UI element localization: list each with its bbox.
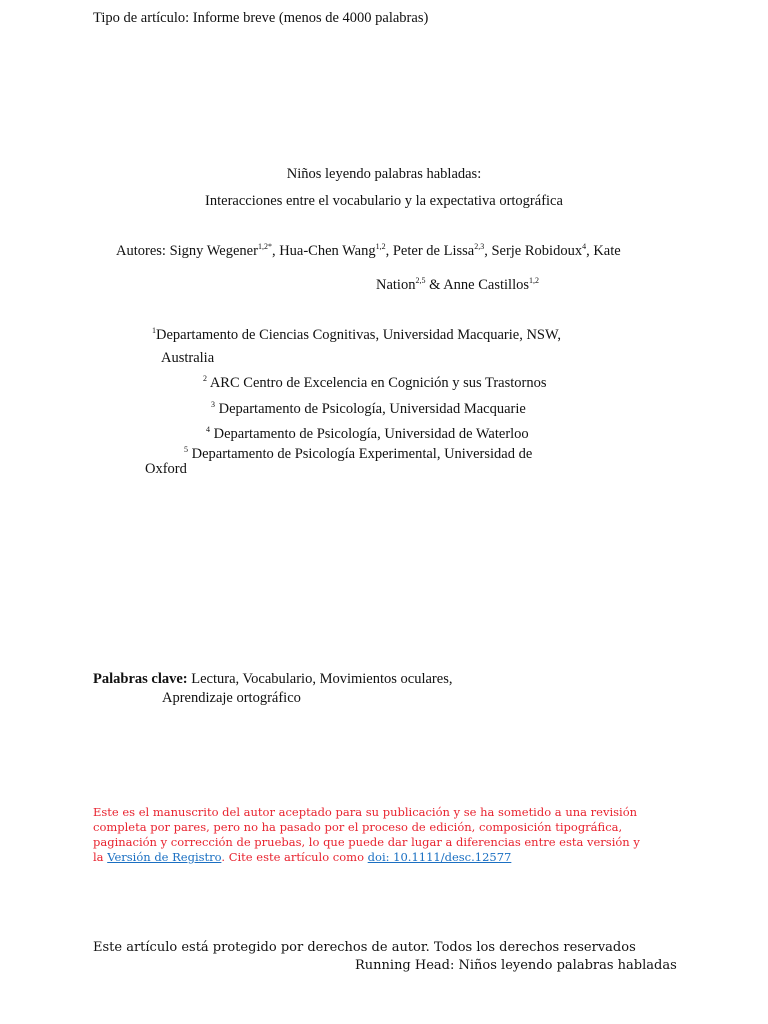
copyright-notice: Este artículo está protegido por derechos de autor. Todos los derechos reservados (93, 940, 636, 955)
doi-link[interactable]: doi: 10.1111/desc.12577 (367, 850, 512, 864)
author-affil: 2,3 (474, 242, 485, 252)
accepted-manuscript-notice (93, 805, 653, 865)
authors-line-2 (376, 277, 539, 294)
affiliation-text: Departamento de Psicología, Universidad de Waterloo (213, 426, 529, 442)
affiliation-5-cont: Oxford (145, 461, 187, 477)
author-affil: 4 (582, 242, 587, 252)
article-type: Tipo de artículo: Informe breve (menos de 4000 palabras) (93, 10, 429, 26)
author-name: Signy Wegener (169, 243, 258, 259)
authors-line-1: Autores: Signy Wegener$^{1,2*}$, Hua-Chen Wang$^{1,2}$, Peter de Lissa$^{2,3}$, Serje Robidoux$^4$, Kate (116, 242, 621, 259)
notice-text: Este es el manuscrito del autor aceptado para su publicación y se ha sometido a una revisión completa por pares, pero no ha pasado por el proceso de edición, composición tipográfica, paginación y corrección de pruebas, lo que puede dar lugar a diferencias entre esta versión y la (93, 805, 640, 864)
affiliation-text: Departamento de Psicología, Universidad Macquarie (218, 401, 526, 417)
affiliation-1 (152, 327, 561, 344)
notice-text-cite: . Cite este artículo como (221, 850, 365, 864)
author-name: Hua-Chen Wang (279, 243, 376, 259)
version-of-record-link[interactable]: Versión de Registro (107, 850, 222, 864)
author-affil: 1,2 (529, 276, 539, 286)
author-name: & Anne Castillos (429, 277, 529, 293)
keywords-line-2: Aprendizaje ortográfico (162, 690, 301, 706)
affiliation-number: 4 (206, 425, 210, 435)
affiliation-5 (184, 446, 532, 463)
affiliation-text: Departamento de Psicología Experimental, Universidad de (191, 446, 533, 462)
keywords-values: Lectura, Vocabulario, Movimientos oculares, (191, 671, 453, 687)
author-affil: 1,2* (257, 242, 272, 252)
affiliation-text: ARC Centro de Excelencia en Cognición y sus Trastornos (209, 375, 547, 391)
affiliation-number: 3 (211, 400, 215, 410)
title-line-1: Niños leyendo palabras habladas: (286, 166, 482, 182)
affiliation-number: 5 (184, 445, 188, 455)
affiliation-4 (206, 426, 529, 443)
authors-prefix: Autores: (116, 243, 166, 259)
keywords-label: Palabras clave: (93, 671, 188, 687)
author-affil: 1,2 (375, 242, 386, 252)
affiliation-2 (203, 375, 547, 392)
keywords-line-1 (93, 671, 452, 688)
affiliation-number: 2 (203, 374, 207, 384)
running-head: Running Head: Niños leyendo palabras habladas (355, 958, 677, 973)
affiliation-number: 1 (152, 326, 156, 336)
author-affil: 2,5 (415, 276, 426, 286)
author-name: Serje Robidoux (491, 243, 583, 259)
author-name: Peter de Lissa (392, 243, 475, 259)
author-name-first: Kate (593, 243, 621, 259)
affiliation-1-cont: Australia (161, 350, 215, 366)
affiliation-text: Departamento de Ciencias Cognitivas, Universidad Macquarie, NSW, (156, 327, 561, 343)
affiliation-3 (211, 401, 526, 418)
title-line-2: Interacciones entre el vocabulario y la expectativa ortográfica (205, 193, 563, 209)
author-name-last: Nation (376, 277, 416, 293)
